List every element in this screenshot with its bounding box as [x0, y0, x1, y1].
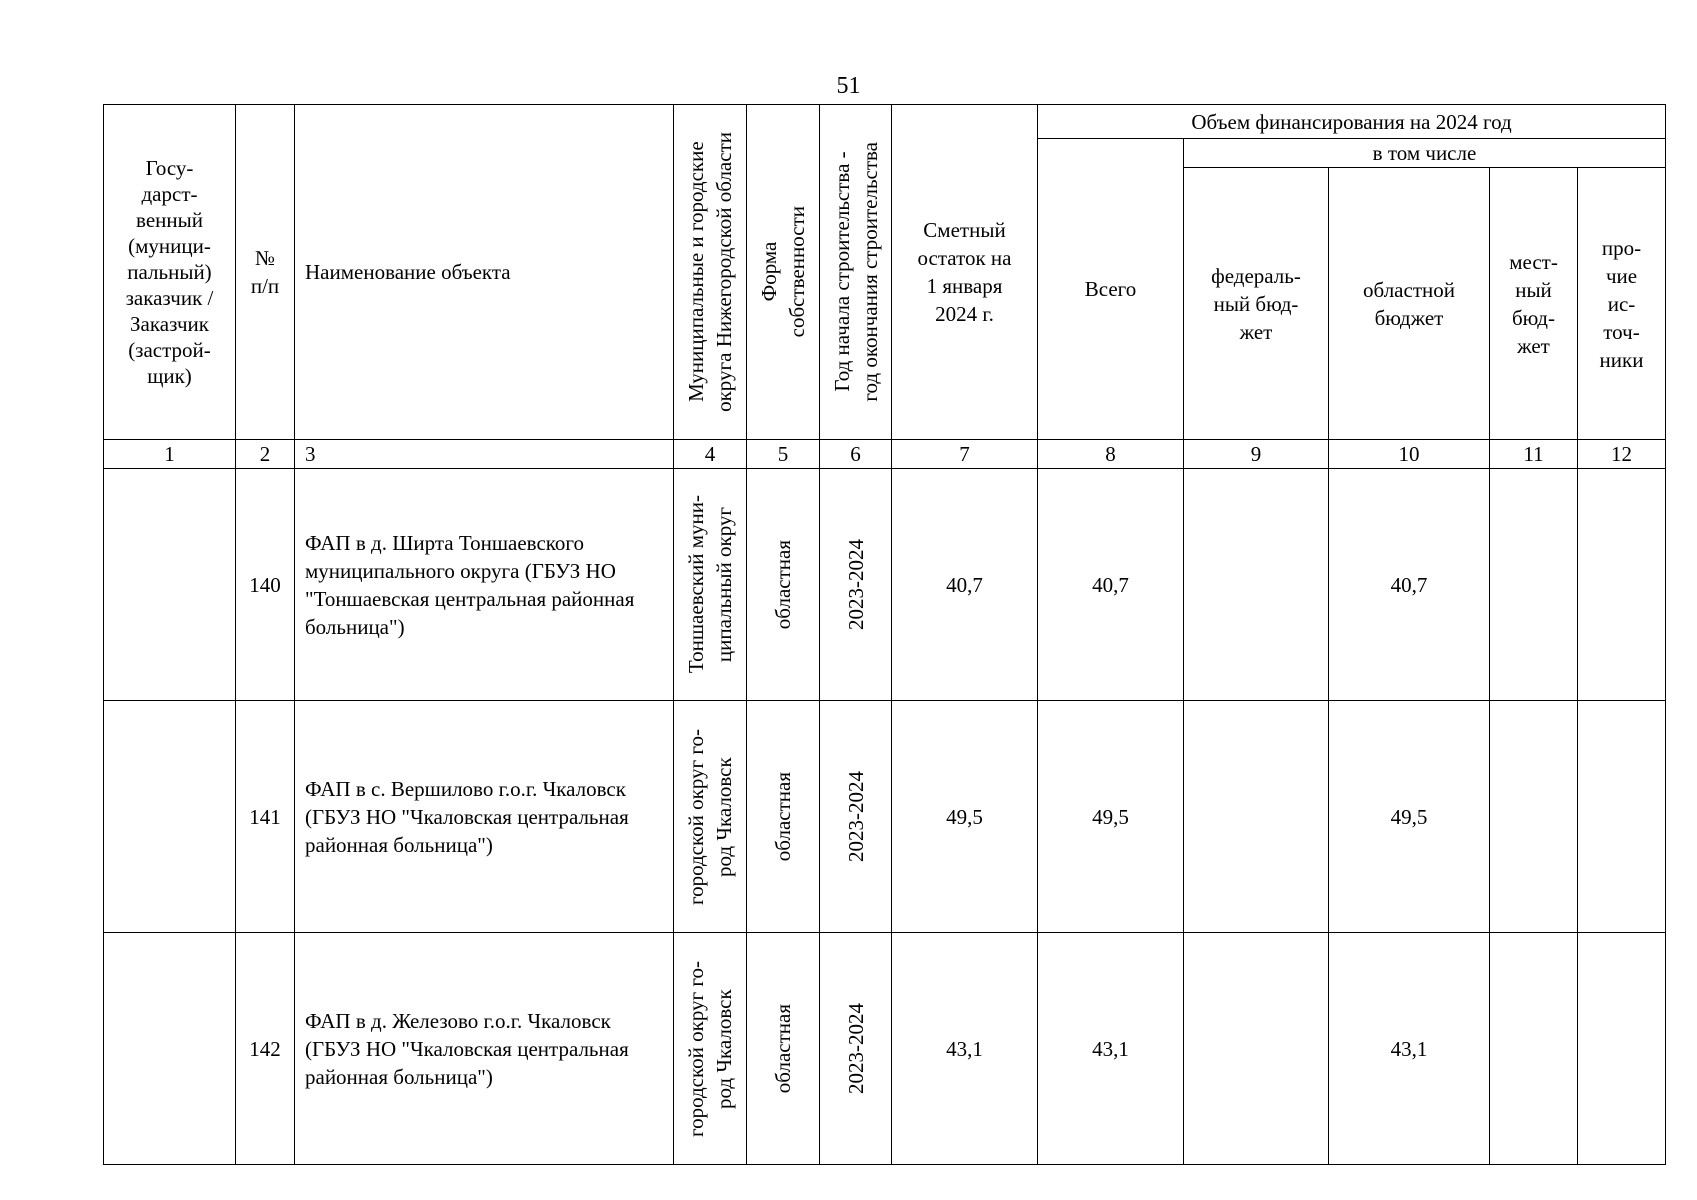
- cell-federal: [1184, 469, 1329, 701]
- cell-other: [1578, 469, 1666, 701]
- column-number: 3: [295, 440, 674, 469]
- page-number: 51: [836, 73, 861, 99]
- cell-years: 2023-2024: [820, 933, 892, 1165]
- cell-number: 142: [236, 933, 295, 1165]
- cell-district: городской округ го- род Чкаловск: [674, 933, 747, 1165]
- cell-years: 2023-2024: [820, 701, 892, 933]
- cell-ownership: областная: [747, 469, 820, 701]
- cell-regional: 49,5: [1329, 701, 1490, 933]
- header-regional: областной бюджет: [1329, 168, 1490, 440]
- cell-other: [1578, 933, 1666, 1165]
- header-object-name: Наименование объекта: [295, 105, 674, 440]
- cell-regional: 40,7: [1329, 469, 1490, 701]
- cell-object-name: ФАП в д. Ширта Тоншаевского муниципального округа (ГБУЗ НО "Тоншаевская центральная районная больница"): [295, 469, 674, 701]
- column-number: 7: [892, 440, 1038, 469]
- cell-customer: [104, 469, 236, 701]
- header-other: про- чие ис- точ- ники: [1578, 168, 1666, 440]
- column-number: 1: [104, 440, 236, 469]
- cell-federal: [1184, 933, 1329, 1165]
- cell-ownership: областная: [747, 701, 820, 933]
- column-number: 2: [236, 440, 295, 469]
- column-numbers-row: [104, 440, 1666, 469]
- cell-regional: 43,1: [1329, 933, 1490, 1165]
- cell-ownership: областная: [747, 933, 820, 1165]
- cell-estimate: 43,1: [892, 933, 1038, 1165]
- cell-total: 43,1: [1038, 933, 1184, 1165]
- table-row: [104, 701, 1666, 933]
- column-number: 4: [674, 440, 747, 469]
- table-row: [104, 469, 1666, 701]
- column-number: 5: [747, 440, 820, 469]
- cell-customer: [104, 933, 236, 1165]
- column-number: 9: [1184, 440, 1329, 469]
- column-number: 11: [1490, 440, 1578, 469]
- cell-local: [1490, 701, 1578, 933]
- header-ownership: Форма собственности: [747, 105, 820, 440]
- cell-federal: [1184, 701, 1329, 933]
- header-district: Муниципальные и городские округа Нижегородской области: [674, 105, 747, 440]
- header-years: Год начала строительства - год окончания строительства: [820, 105, 892, 440]
- header-financing: Объем финансирования на 2024 год: [1038, 105, 1666, 139]
- cell-object-name: ФАП в д. Железово г.о.г. Чкаловск (ГБУЗ НО "Чкаловская центральная районная больница"): [295, 933, 674, 1165]
- header-federal: федераль- ный бюд- жет: [1184, 168, 1329, 440]
- cell-total: 40,7: [1038, 469, 1184, 701]
- cell-estimate: 40,7: [892, 469, 1038, 701]
- header-local: мест- ный бюд- жет: [1490, 168, 1578, 440]
- financing-table: [103, 104, 1666, 1165]
- table-row: [104, 933, 1666, 1165]
- header-including: в том числе: [1184, 139, 1666, 168]
- cell-local: [1490, 469, 1578, 701]
- header-row-1: [104, 105, 1666, 139]
- cell-number: 141: [236, 701, 295, 933]
- column-number: 6: [820, 440, 892, 469]
- cell-estimate: 49,5: [892, 701, 1038, 933]
- cell-district: Тоншаевский муни- ципальный округ: [674, 469, 747, 701]
- column-number: 12: [1578, 440, 1666, 469]
- header-number: № п/п: [236, 105, 295, 440]
- cell-number: 140: [236, 469, 295, 701]
- column-number: 10: [1329, 440, 1490, 469]
- cell-years: 2023-2024: [820, 469, 892, 701]
- column-number: 8: [1038, 440, 1184, 469]
- header-total: Всего: [1038, 139, 1184, 440]
- header-customer: Госу- дарст- венный (муници- пальный) заказчик / Заказчик (застрой- щик): [104, 105, 236, 440]
- cell-district: городской округ го- род Чкаловск: [674, 701, 747, 933]
- cell-other: [1578, 701, 1666, 933]
- header-estimate: Сметный остаток на 1 января 2024 г.: [892, 105, 1038, 440]
- cell-object-name: ФАП в с. Вершилово г.о.г. Чкаловск (ГБУЗ НО "Чкаловская центральная районная больница"): [295, 701, 674, 933]
- cell-total: 49,5: [1038, 701, 1184, 933]
- cell-customer: [104, 701, 236, 933]
- cell-local: [1490, 933, 1578, 1165]
